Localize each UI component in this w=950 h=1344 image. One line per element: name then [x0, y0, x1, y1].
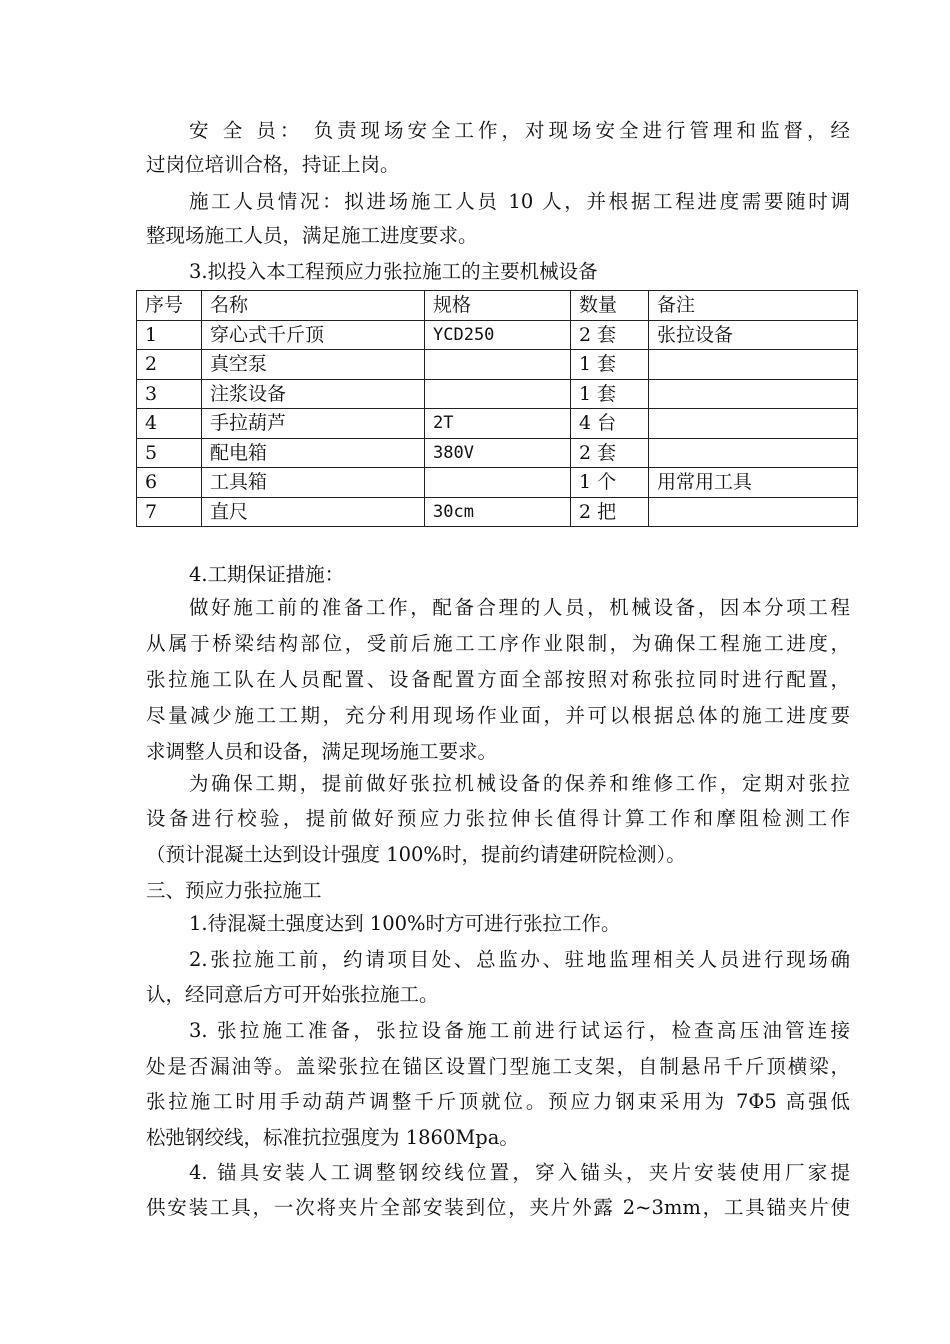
table-cell — [649, 350, 858, 380]
table-row — [137, 379, 858, 409]
table-cell: 手拉葫芦 — [202, 409, 425, 439]
section-3-item-2-line-2: 认，经同意后方可开始张拉施工。 — [146, 983, 439, 1006]
table-cell: 7 — [137, 497, 202, 527]
schedule-p1-line-3: 张拉施工队在人员配置、设备配置方面全部按照对称张拉同时进行配置， — [146, 668, 850, 691]
column-header: 备注 — [649, 291, 858, 321]
table-cell: 4 — [137, 409, 202, 439]
table-cell — [425, 468, 571, 498]
table-cell: 1 个 — [571, 468, 649, 498]
table-row — [137, 438, 858, 468]
table-cell: 1 — [137, 320, 202, 350]
table-cell: 4 台 — [571, 409, 649, 439]
section-3-item-3-line-3: 张拉施工时用手动葫芦调整千斤顶就位。预应力钢束采用为 7Φ5 高强低 — [146, 1090, 850, 1113]
section-3-item-1: 1.待混凝土强度达到 100%时方可进行张拉工作。 — [189, 912, 621, 935]
table-cell: 30cm — [425, 497, 571, 527]
section-3-heading: 三、预应力张拉施工 — [146, 879, 322, 902]
table-cell: 2T — [425, 409, 571, 439]
schedule-p2-line-3: （预计混凝土达到设计强度 100%时，提前约请建研院检测）。 — [146, 843, 686, 866]
section-3-item-2-line-1: 2.张拉施工前，约请项目处、总监办、驻地监理相关人员进行现场确 — [189, 948, 850, 971]
schedule-heading: 4.工期保证措施： — [189, 563, 345, 586]
table-row — [137, 350, 858, 380]
section-3-item-4-line-2: 供安装工具，一次将夹片全部安装到位，夹片外露 2~3mm，工具锚夹片使 — [146, 1196, 850, 1219]
safety-officer-line-2: 过岗位培训合格，持证上岗。 — [146, 153, 400, 176]
schedule-p2-line-2: 设备进行校验，提前做好预应力张拉伸长值得计算工作和摩阻检测工作 — [146, 807, 850, 830]
staffing-line-1: 施工人员情况：拟进场施工人员 10 人，并根据工程进度需要随时调 — [189, 190, 850, 213]
safety-officer-line-1: 安 全 员： 负责现场安全工作，对现场安全进行管理和监督，经 — [189, 119, 850, 142]
table-row — [137, 320, 858, 350]
equipment-heading: 3.拟投入本工程预应力张拉施工的主要机械设备 — [189, 260, 598, 283]
table-cell: 6 — [137, 468, 202, 498]
section-3-item-3-line-2: 处是否漏油等。盖梁张拉在锚区设置门型施工支架，自制悬吊千斤顶横梁， — [146, 1055, 850, 1078]
column-header: 序号 — [137, 291, 202, 321]
table-cell: YCD250 — [425, 320, 571, 350]
table-header-row — [137, 291, 858, 321]
table-cell: 工具箱 — [202, 468, 425, 498]
column-header: 名称 — [202, 291, 425, 321]
section-3-item-3-line-4: 松弛钢绞线，标准抗拉强度为 1860Mpa。 — [146, 1126, 519, 1149]
section-3-item-4-line-1: 4. 锚具安装人工调整钢绞线位置，穿入锚头，夹片安装使用厂家提 — [189, 1161, 850, 1184]
table-cell: 3 — [137, 379, 202, 409]
table-cell: 注浆设备 — [202, 379, 425, 409]
column-header: 数量 — [571, 291, 649, 321]
table-cell: 2 把 — [571, 497, 649, 527]
column-header: 规格 — [425, 291, 571, 321]
table-cell: 2 套 — [571, 438, 649, 468]
schedule-p1-line-5: 求调整人员和设备，满足现场施工要求。 — [146, 740, 498, 763]
staffing-line-2: 整现场施工人员，满足施工进度要求。 — [146, 224, 478, 247]
table-cell: 配电箱 — [202, 438, 425, 468]
table-cell — [649, 379, 858, 409]
table-cell: 1 套 — [571, 350, 649, 380]
table-row — [137, 409, 858, 439]
table-cell — [649, 438, 858, 468]
section-3-item-3-line-1: 3. 张拉施工准备，张拉设备施工前进行试运行，检查高压油管连接 — [189, 1019, 850, 1042]
table-cell: 2 — [137, 350, 202, 380]
table-cell: 2 套 — [571, 320, 649, 350]
table-cell — [649, 497, 858, 527]
table-cell — [649, 409, 858, 439]
table-row — [137, 497, 858, 527]
table-cell: 1 套 — [571, 379, 649, 409]
table-cell: 直尺 — [202, 497, 425, 527]
table-cell: 用常用工具 — [649, 468, 858, 498]
table-cell: 穿心式千斤顶 — [202, 320, 425, 350]
table-cell: 真空泵 — [202, 350, 425, 380]
table-cell — [425, 350, 571, 380]
schedule-p2-line-1: 为确保工期，提前做好张拉机械设备的保养和维修工作，定期对张拉 — [189, 772, 850, 795]
table-row — [137, 468, 858, 498]
table-cell: 5 — [137, 438, 202, 468]
schedule-p1-line-1: 做好施工前的准备工作，配备合理的人员，机械设备，因本分项工程 — [189, 596, 850, 619]
table-cell — [425, 379, 571, 409]
schedule-p1-line-4: 尽量减少施工工期，充分利用现场作业面，并可以根据总体的施工进度要 — [146, 704, 850, 727]
table-cell: 张拉设备 — [649, 320, 858, 350]
equipment-table — [136, 290, 858, 527]
table-cell: 380V — [425, 438, 571, 468]
schedule-p1-line-2: 从属于桥梁结构部位，受前后施工工序作业限制，为确保工程施工进度， — [146, 632, 850, 655]
